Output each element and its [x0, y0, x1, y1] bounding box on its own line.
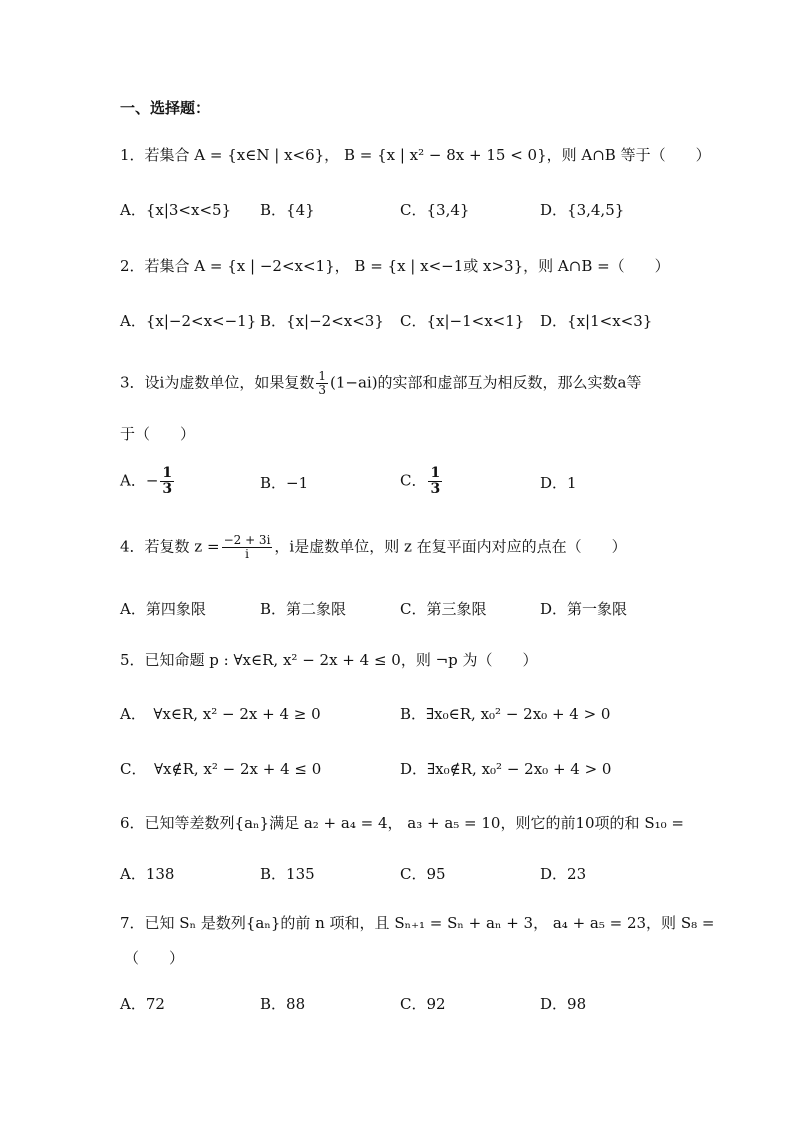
question-6-option-d: D．23	[540, 865, 587, 883]
question-6-option-c: C．95	[400, 865, 446, 883]
question-1-option-d: D．{3,4,5}	[540, 201, 625, 219]
question-5-option-d: D．∃x₀∉R, x₀² − 2x₀ + 4 > 0	[400, 760, 612, 778]
question-7-stem: 7．已知 Sₙ 是数列{aₙ}的前 n 项和，且 Sₙ₊₁ = Sₙ + aₙ + 3， a₄ + a₅ = 23，则 S₈ =	[120, 914, 715, 932]
question-4-fraction-denominator: i	[245, 547, 249, 561]
question-3-option-a	[120, 466, 176, 497]
question-6-stem: 6．已知等差数列{aₙ}满足 a₂ + a₄ = 4， a₃ + a₅ = 10，则它的前10项的和 S₁₀ =	[120, 814, 684, 832]
question-4-fraction	[222, 534, 273, 561]
question-3-option-a-sign: −	[145, 471, 159, 490]
question-3-option-a-fraction	[160, 466, 174, 497]
question-3-option-c	[400, 466, 444, 497]
question-4-option-a: A．第四象限	[120, 600, 206, 618]
section-title: 一、选择题：	[120, 99, 211, 117]
question-3-option-a-denominator: 3	[162, 481, 173, 497]
question-5-option-c: C． ∀x∉R, x² − 2x + 4 ≤ 0	[120, 760, 322, 778]
question-4-option-b: B．第二象限	[260, 600, 347, 618]
question-6-option-b: B．135	[260, 865, 315, 883]
question-3-option-c-denominator: 3	[430, 481, 441, 497]
question-3-option-c-fraction	[428, 466, 442, 497]
question-3-option-c-label: C．	[400, 471, 427, 490]
question-2-option-b: B．{x|−2<x<3}	[260, 312, 384, 330]
question-4-stem	[120, 534, 627, 561]
question-1-option-b: B．{4}	[260, 201, 315, 219]
question-3-stem-end: (1−ai)的实部和虚部互为相反数，那么实数a等	[329, 373, 642, 392]
question-4-stem-start: 4．若复数 z =	[120, 537, 220, 556]
question-2-option-d: D．{x|1<x<3}	[540, 312, 653, 330]
question-5-option-a: A． ∀x∈R, x² − 2x + 4 ≥ 0	[120, 705, 321, 723]
question-4-option-c: C．第三象限	[400, 600, 487, 618]
question-3-option-a-label: A．	[120, 471, 146, 490]
question-3-fraction-numerator: 1	[318, 369, 326, 383]
question-3-option-d: D．1	[540, 474, 577, 492]
question-3-option-b: B．−1	[260, 474, 309, 492]
question-6-option-a: A．138	[120, 865, 175, 883]
question-7-stem-continuation: （ ）	[124, 949, 185, 967]
question-7-option-b: B．88	[260, 995, 306, 1013]
question-7-option-d: D．98	[540, 995, 587, 1013]
question-2-option-c: C．{x|−1<x<1}	[400, 312, 525, 330]
question-5-stem: 5．已知命题 p : ∀x∈R, x² − 2x + 4 ≤ 0，则 ¬p 为（ ）	[120, 651, 538, 669]
question-1-option-a: A．{x|3<x<5}	[120, 201, 232, 219]
question-3-fraction-denominator: 3	[318, 383, 326, 397]
question-3-stem	[120, 370, 642, 397]
question-4-fraction-numerator: −2 + 3i	[223, 533, 271, 547]
question-3-fraction	[316, 370, 328, 397]
question-4-option-d: D．第一象限	[540, 600, 628, 618]
question-7-option-c: C．92	[400, 995, 446, 1013]
question-2-stem: 2．若集合 A = {x | −2<x<1}， B = {x | x<−1或 x>3}，则 A∩B =（ ）	[120, 257, 670, 275]
question-5-option-b: B．∃x₀∈R, x₀² − 2x₀ + 4 > 0	[400, 705, 611, 723]
question-3-option-c-numerator: 1	[430, 465, 441, 481]
question-3-option-a-numerator: 1	[162, 465, 173, 481]
question-3-stem-start: 3．设i为虚数单位，如果复数	[120, 373, 315, 392]
question-3-stem-continuation: 于（ ）	[120, 425, 196, 443]
question-1-stem: 1．若集合 A = {x∈N | x<6}， B = {x | x² − 8x + 15 < 0}，则 A∩B 等于（ ）	[120, 146, 711, 164]
question-7-option-a: A．72	[120, 995, 165, 1013]
question-1-option-c: C．{3,4}	[400, 201, 470, 219]
question-2-option-a: A．{x|−2<x<−1}	[120, 312, 257, 330]
question-4-stem-end: ，i是虚数单位，则 z 在复平面内对应的点在（ ）	[274, 537, 627, 556]
